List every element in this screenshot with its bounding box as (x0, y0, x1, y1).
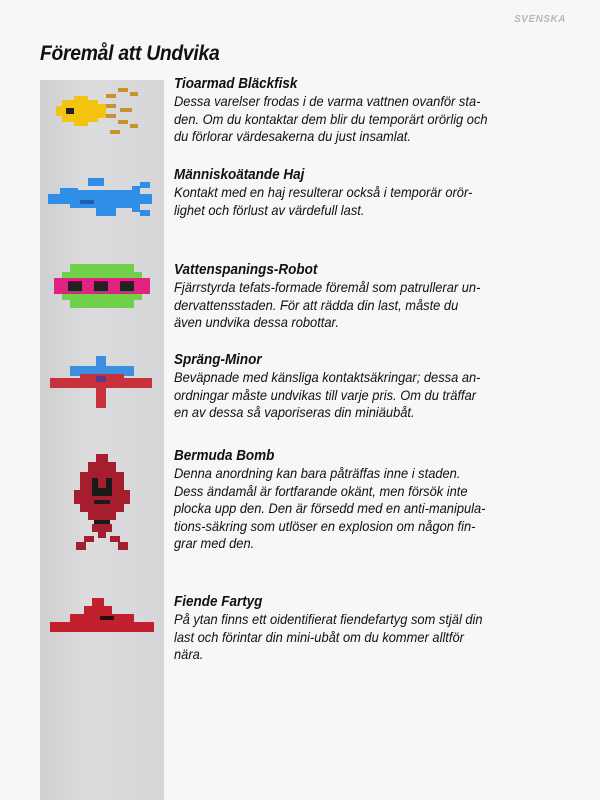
entry-title: Spräng-Minor (174, 352, 262, 368)
entry-bomb (174, 448, 564, 553)
entry-robot (174, 262, 564, 332)
entry-text: Beväpnade med känsliga kontaktsäkringar; dessa an- ordningar måste undvikas till varje pris. Om du träffar en av dessa så vaporiseras din miniäubåt. (174, 369, 481, 420)
shark-icon (40, 172, 164, 222)
entry-enemy-ship (174, 594, 564, 664)
entry-mines (174, 352, 564, 422)
octopus-icon (40, 80, 164, 140)
entry-text: Fjärrstyrda tefats-formade föremål som patrullerar un- dervattensstaden. För att rädda din last, måste du även undvika dessa robottar. (174, 279, 481, 330)
language-label: SVENSKA (514, 14, 566, 25)
page-title: Föremål att Undvika (40, 42, 220, 65)
mine-icon (40, 352, 164, 412)
entry-title: Fiende Fartyg (174, 594, 263, 610)
bomb-icon (40, 450, 164, 560)
entry-text: På ytan finns ett oidentifierat fiendefartyg som stjäl din last och förintar din mini-ubåt om du kommer alltför nära. (174, 611, 483, 662)
entry-shark (174, 167, 564, 219)
entry-text: Kontakt med en haj resulterar också i temporär orör- lighet och förlust av värdefull last. (174, 184, 473, 218)
entry-text: Dessa varelser frodas i de varma vattnen ovanför sta- den. Om du kontaktar dem blir du temporärt orörlig och du förlorar värdesakerna du just insamlat. (174, 93, 488, 144)
enemy-ship-icon (40, 590, 164, 640)
entry-octopus (174, 76, 564, 146)
entry-title: Vattenspanings-Robot (174, 262, 318, 278)
robot-icon (40, 258, 164, 314)
entry-title: Tioarmad Bläckfisk (174, 76, 298, 92)
entry-title: Människoätande Haj (174, 167, 305, 183)
entry-title: Bermuda Bomb (174, 448, 275, 464)
entry-text: Denna anordning kan bara påträffas inne i staden. Dess ändamål är fortfarande okänt, men försök inte plocka upp den. Den är försedd med en anti-manipula- tions-säkring som utlöser en explosion om någon fin- grar med den. (174, 465, 486, 551)
